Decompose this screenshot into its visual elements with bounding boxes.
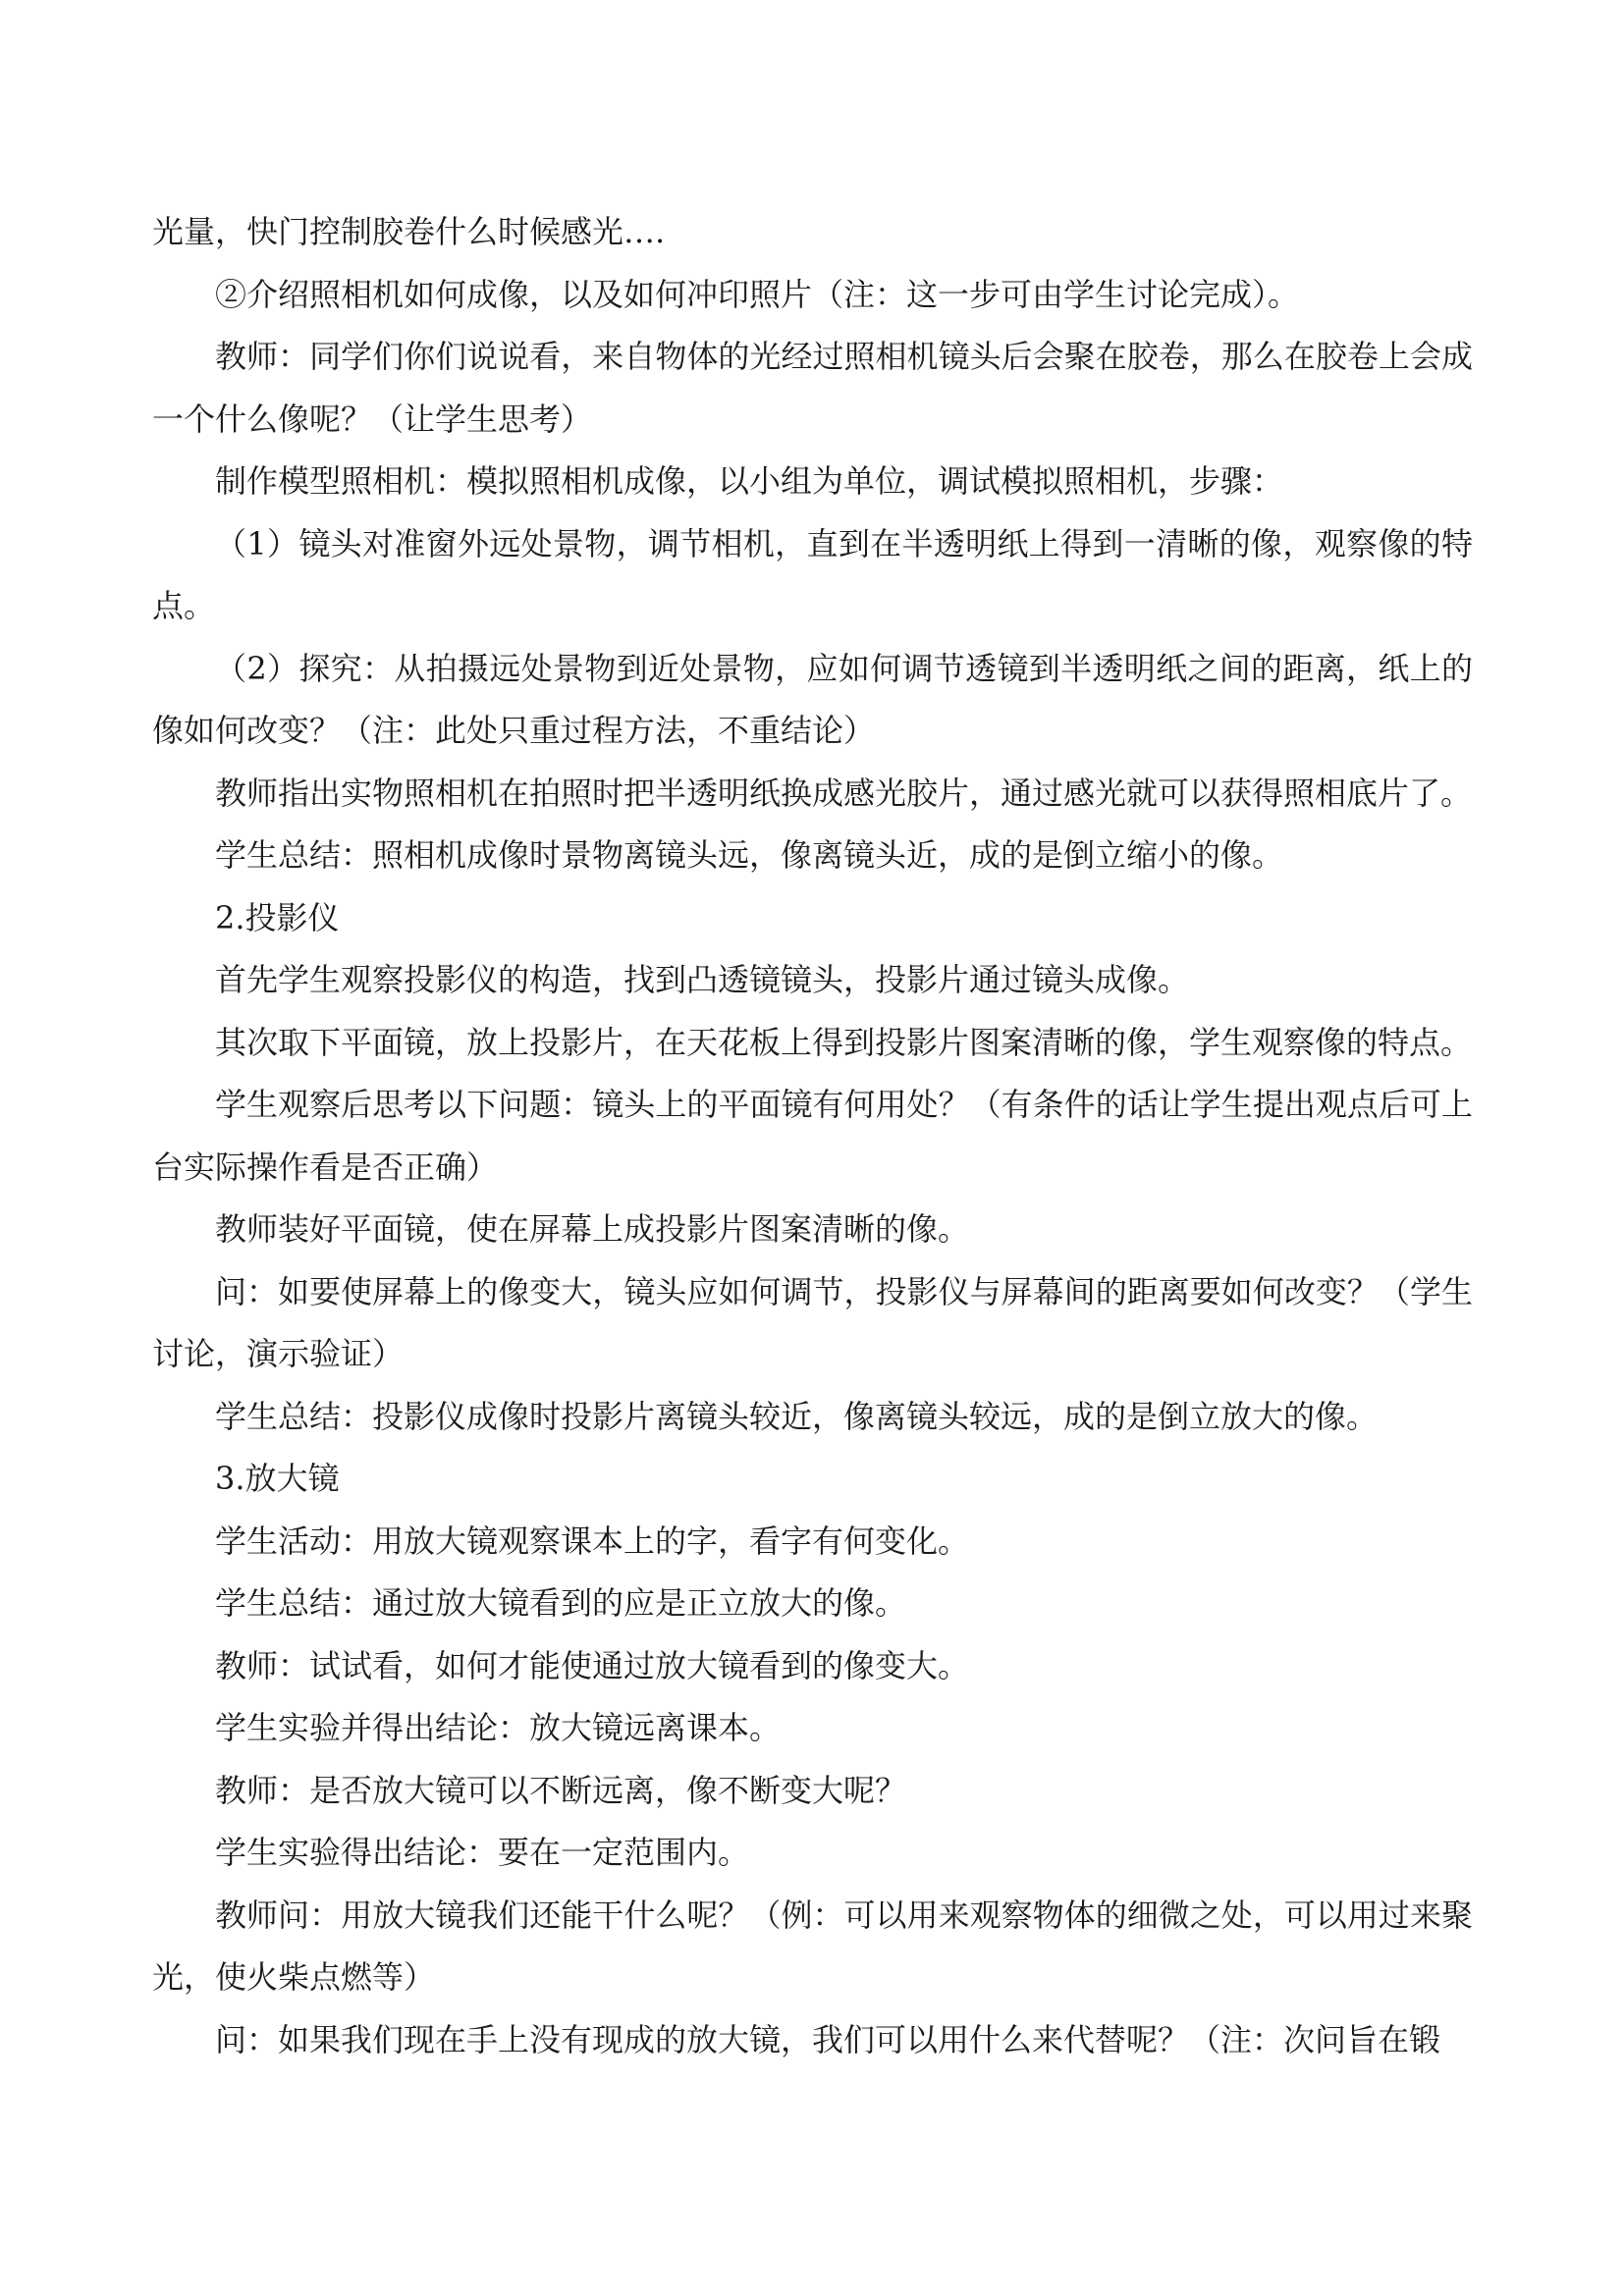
paragraph: 教师问：用放大镜我们还能干什么呢？（例：可以用来观察物体的细微之处，可以用过来聚光，使火柴点燃等） — [152, 1896, 1473, 1996]
paragraph: （2）探究：从拍摄远处景物到近处景物，应如何调节透镜到半透明纸之间的距离，纸上的像如何改变？（注：此处只重过程方法，不重结论） — [152, 649, 1473, 749]
paragraph: 制作模型照相机：模拟照相机成像，以小组为单位，调试模拟照相机，步骤： — [215, 462, 1284, 500]
paragraph: 其次取下平面镜，放上投影片，在天花板上得到投影片图案清晰的像，学生观察像的特点。 — [215, 1023, 1473, 1061]
paragraph: 学生实验得出结论：要在一定范围内。 — [215, 1834, 750, 1871]
paragraph: 首先学生观察投影仪的构造，找到凸透镜镜头，投影片通过镜头成像。 — [215, 961, 1190, 998]
paragraph: 学生总结：投影仪成像时投影片离镜头较近，像离镜头较远，成的是倒立放大的像。 — [215, 1397, 1379, 1435]
paragraph: 光量，快门控制胶卷什么时候感光…. — [152, 213, 666, 250]
paragraph: 学生总结：通过放大镜看到的应是正立放大的像。 — [215, 1584, 907, 1622]
paragraph: （1）镜头对准窗外远处景物，调节相机，直到在半透明纸上得到一清晰的像，观察像的特点。 — [152, 524, 1473, 624]
paragraph: 教师装好平面镜，使在屏幕上成投影片图案清晰的像。 — [215, 1210, 970, 1248]
paragraph: 学生总结：照相机成像时景物离镜头远，像离镜头近，成的是倒立缩小的像。 — [215, 836, 1284, 874]
paragraph: 问：如要使屏幕上的像变大，镜头应如何调节，投影仪与屏幕间的距离要如何改变？（学生讨论，演示验证） — [152, 1272, 1473, 1372]
paragraph: 问：如果我们现在手上没有现成的放大镜，我们可以用什么来代替呢？（注：次问旨在锻 — [215, 2020, 1441, 2058]
paragraph: 教师：是否放大镜可以不断远离，像不断变大呢？ — [215, 1771, 907, 1809]
paragraph: 教师：同学们你们说说看，来自物体的光经过照相机镜头后会聚在胶卷，那么在胶卷上会成一个什么像呢？（让学生思考） — [152, 338, 1473, 438]
paragraph: 教师指出实物照相机在拍照时把半透明纸换成感光胶片，通过感光就可以获得照相底片了。 — [215, 774, 1473, 812]
paragraph: 学生活动：用放大镜观察课本上的字，看字有何变化。 — [215, 1522, 970, 1560]
document-body — [152, 201, 1473, 2071]
paragraph: 2.投影仪 — [215, 898, 340, 936]
paragraph: 3.放大镜 — [215, 1460, 340, 1497]
paragraph: 教师：试试看，如何才能使通过放大镜看到的像变大。 — [215, 1646, 970, 1684]
paragraph: ②介绍照相机如何成像，以及如何冲印照片（注：这一步可由学生讨论完成）。 — [215, 275, 1300, 313]
paragraph: 学生实验并得出结论：放大镜远离课本。 — [215, 1709, 782, 1746]
paragraph: 学生观察后思考以下问题：镜头上的平面镜有何用处？（有条件的话让学生提出观点后可上台实际操作看是否正确） — [152, 1086, 1473, 1186]
